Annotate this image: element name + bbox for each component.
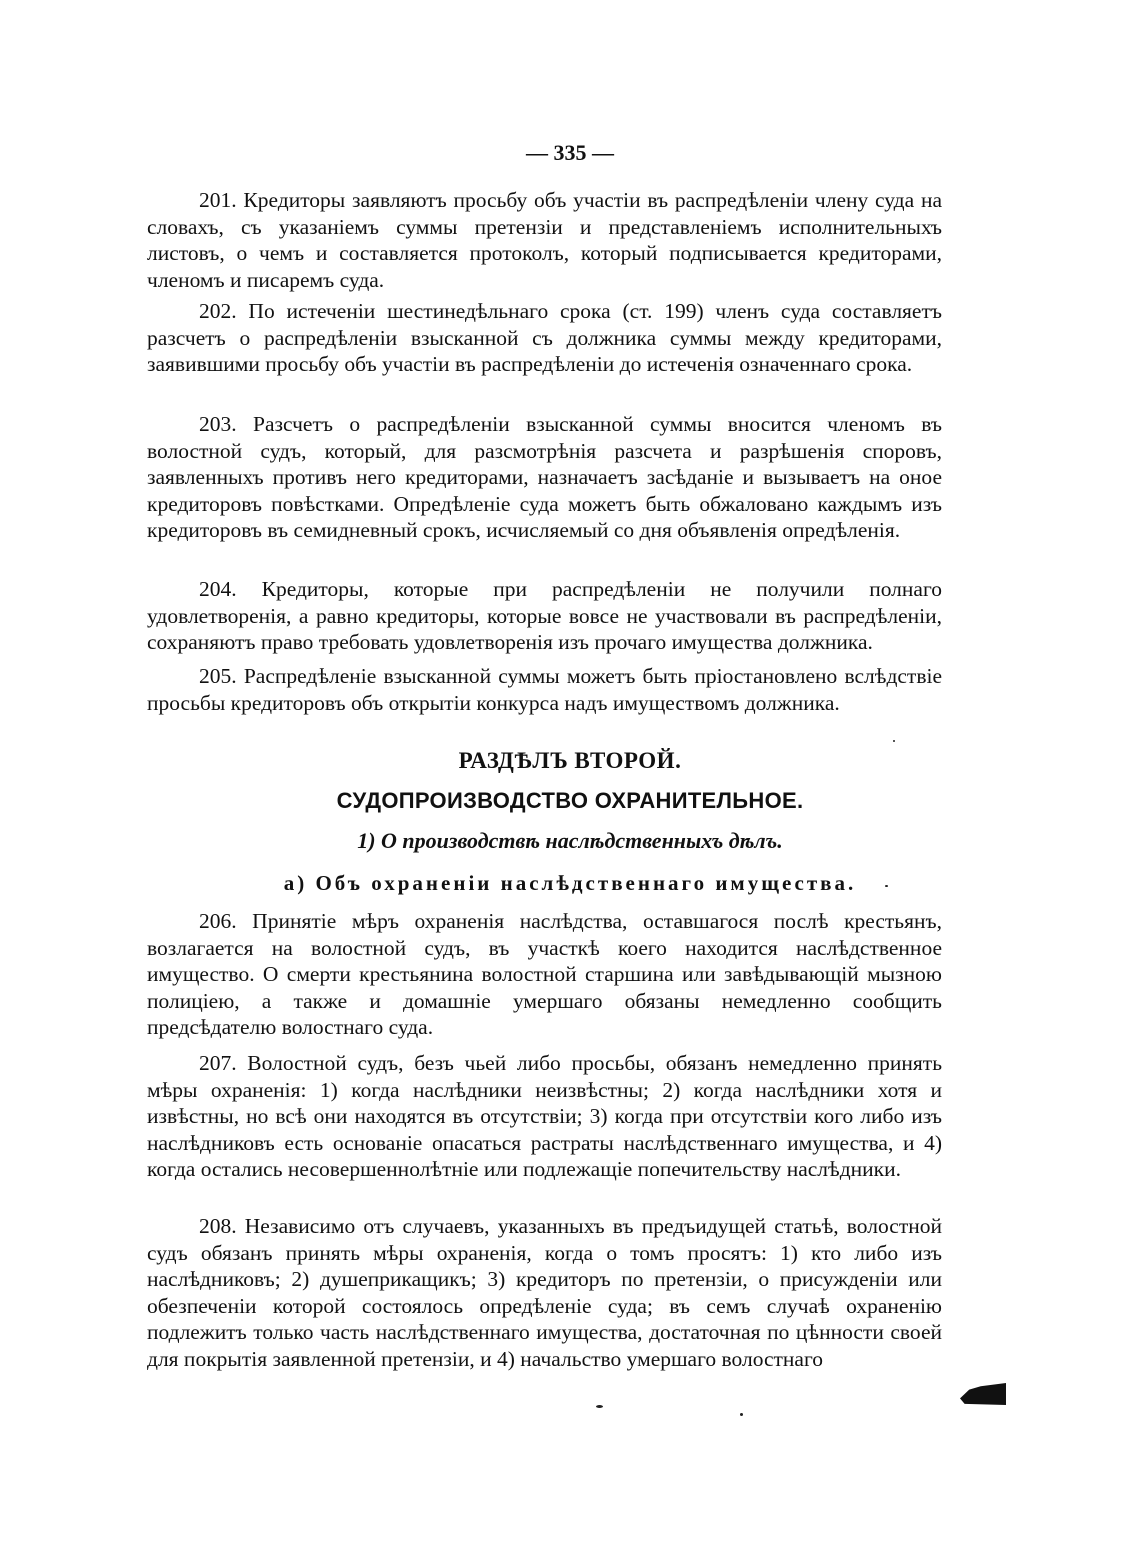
article-202: 202. По истеченіи шестинедѣльнаго срока (ст. 199) членъ суда составляетъ разсчетъ о распредѣленіи взысканной съ должника суммы между кредиторами, заявившими просьбу объ участіи въ распредѣленіи до истеченія означеннаго срока. xyxy=(147,299,942,376)
article-201: 201. Кредиторы заявляютъ просьбу объ участіи въ распредѣленіи члену суда на словахъ, съ указаніемъ суммы претензіи и представленіемъ исполнительныхъ листовъ, о чемъ и составляется протоколъ, который подписывается кредиторами, членомъ и писаремъ суда. xyxy=(147,188,942,292)
article-204: 204. Кредиторы, которые при распредѣленіи не получили полнаго удовлетворенія, а равно кредиторы, которые вовсе не участвовали въ распредѣленіи, сохраняютъ право требовать удовлетворенія изъ прочаго имущества должника. xyxy=(147,577,942,654)
ink-speck xyxy=(893,740,895,742)
page-number: — 335 — xyxy=(526,140,614,165)
section-title: СУДОПРОИЗВОДСТВО ОХРАНИТЕЛЬНОЕ. xyxy=(336,788,804,813)
article-208: 208. Независимо отъ случаевъ, указанныхъ въ предъидущей статьѣ, волостной судъ обязанъ принять мѣры охраненія, когда о томъ просятъ: 1) кто либо изъ наслѣдниковъ; 2) душеприкащикъ; 3) кредиторъ по претензіи, о присужденіи или обезпеченіи которой состоялось опредѣленіе суда; въ семъ случаѣ охраненію подлежитъ только часть наслѣдственнаго имущества, достаточная по цѣнности своей для покрытія заявленной претензіи, и 4) начальство умершаго волостнаго xyxy=(147,1214,942,1371)
article-205: 205. Распредѣленіе взысканной суммы можетъ быть пріостановлено вслѣдствіе просьбы кредиторовъ объ открытіи конкурса надъ имуществомъ должника. xyxy=(147,664,942,715)
article-206: 206. Принятіе мѣръ охраненія наслѣдства, оставшагося послѣ крестьянъ, возлагается на волостной судъ, въ участкѣ коего находится наслѣдственное имущество. О смерти крестьянина волостной старшина или завѣдывающій мызною полиціею, а также и домашніе умершаго обязаны немедленно сообщить предсѣдателю волостнаго суда. xyxy=(147,909,942,1039)
ink-speck xyxy=(740,1413,743,1416)
article-203: 203. Разсчетъ о распредѣленіи взысканной суммы вносится членомъ въ волостной судъ, который, для разсмотрѣнія разсчета и разрѣшенія споровъ, заявленныхъ противъ него кредиторами, назначаетъ засѣданіе и вызываетъ на оное кредиторовъ повѣстками. Опредѣленіе суда можетъ быть обжаловано каждымъ изъ кредиторовъ въ семидневный срокъ, исчисляемый со дня объявленія опредѣленія. xyxy=(147,412,942,542)
part-heading: РАЗДѢЛЪ ВТОРОЙ. xyxy=(458,748,682,773)
subsection-heading: а) Объ охраненіи наслѣдственнаго имущества. xyxy=(283,871,857,895)
ink-speck xyxy=(885,885,888,887)
ink-speck xyxy=(596,1405,603,1408)
article-207: 207. Волостной судъ, безъ чьей либо просьбы, обязанъ немедленно принять мѣры охраненія: 1) когда наслѣдники неизвѣстны; 2) когда наслѣдники хотя и извѣстны, но всѣ они находятся въ отсутствіи; 3) когда при отсутствіи кого либо изъ наслѣдниковъ есть основаніе опасаться растраты наслѣдственнаго имущества, и 4) когда остались несовершеннолѣтніе или подлежащіе попечительству наслѣдники. xyxy=(147,1051,942,1181)
chapter-subtitle: 1) О производствѣ наслѣдственныхъ дѣлъ. xyxy=(357,828,783,853)
ink-blot xyxy=(960,1383,1006,1405)
